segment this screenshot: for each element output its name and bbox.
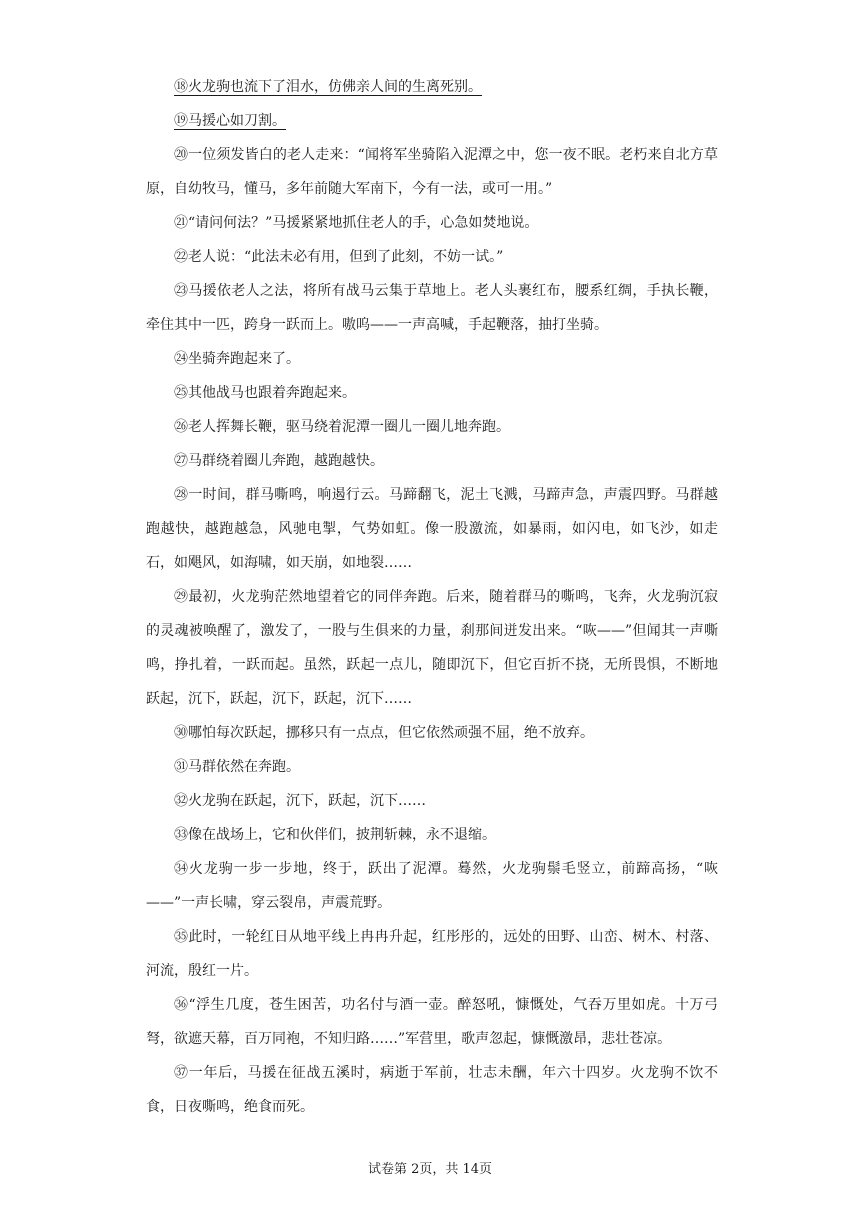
paragraph-28: ㉘一时间，群马嘶鸣，响遏行云。马蹄翻飞，泥土飞溅，马蹄声急，声震四野。马群越跑越快，越跑越急，风驰电掣，气势如虹。像一股激流，如暴雨，如闪电，如飞沙，如走石，如飓风，如海啸，如天崩，如地裂…… (146, 487, 719, 571)
paragraph-22: ㉒老人说：“此法未必有用，但到了此刻，不妨一试。” (174, 249, 504, 265)
paragraph-27: ㉗马群绕着圈儿奔跑，越跑越快。 (174, 453, 384, 469)
paragraph-29: ㉙最初，火龙驹茫然地望着它的同伴奔跑。后来，随着群马的嘶鸣，飞奔，火龙驹沉寂的灵魂被唤醒了，激发了，一股与生俱来的力量，刹那间迸发出来。“咴——”但闻其一声嘶鸣，挣扎着，一跃而起。虽然，跃起一点儿，随即沉下，但它百折不挠，无所畏惧，不断地跃起，沉下，跃起，沉下，跃起，沉下…… (146, 589, 719, 707)
paragraph-34: ㉞火龙驹一步一步地，终于，跃出了泥潭。蓦然，火龙驹鬃毛竖立，前蹄高扬，“咴——”一声长啸，穿云裂帛，声震荒野。 (146, 861, 719, 911)
paragraph-23: ㉓马援依老人之法，将所有战马云集于草地上。老人头裹红布，腰系红绸，手执长鞭，牵住其中一匹，跨身一跃而上。嗷呜——一声高喊，手起鞭落，抽打坐骑。 (146, 283, 719, 333)
paragraph-37: ㊲一年后，马援在征战五溪时，病逝于军前，壮志未酬，年六十四岁。火龙驹不饮不食，日夜嘶鸣，绝食而死。 (146, 1065, 719, 1115)
paragraph-20: ⑳一位须发皆白的老人走来：“闻将军坐骑陷入泥潭之中，您一夜不眠。老朽来自北方草原，自幼牧马，懂马，多年前随大军南下，今有一法，或可一用。” (146, 147, 719, 197)
paragraph-text: ⑲马援心如刀割。 (174, 113, 286, 129)
passage-body (146, 70, 718, 1124)
paragraph-21: ㉑“请问何法？”马援紧紧地抓住老人的手，心急如焚地说。 (174, 215, 539, 231)
paragraph-26: ㉖老人挥舞长鞭，驱马绕着泥潭一圈儿一圈儿地奔跑。 (174, 419, 510, 435)
paragraph-31: ㉛马群依然在奔跑。 (174, 759, 300, 775)
paragraph-36: ㊱“浮生几度，苍生困苦，功名付与酒一壶。醉怒吼，慷慨处，气吞万里如虎。十万弓弩，欲遮天幕，百万同袍，不知归路……”军营里，歌声忽起，慷慨激昂，悲壮苍凉。 (146, 997, 719, 1047)
paragraph-33: ㉝像在战场上，它和伙伴们，披荆斩棘，永不退缩。 (174, 827, 496, 843)
paragraph-32: ㉜火龙驹在跃起，沉下，跃起，沉下…… (174, 793, 426, 809)
paragraph-25: ㉕其他战马也跟着奔跑起来。 (174, 385, 356, 401)
page-footer: 试卷第 2页，共 14页 (367, 1162, 493, 1177)
paragraph-30: ㉚哪怕每次跃起，挪移只有一点点，但它依然顽强不屈，绝不放弃。 (174, 725, 594, 741)
paragraph-18 (146, 70, 718, 104)
paragraph-19 (146, 104, 718, 138)
paragraph-35: ㉟此时，一轮红日从地平线上冉冉升起，红彤彤的，远处的田野、山峦、树木、村落、河流，殷红一片。 (146, 929, 719, 979)
paragraph-text: ⑱火龙驹也流下了泪水，仿佛亲人间的生离死别。 (174, 79, 482, 95)
paragraph-24: ㉔坐骑奔跑起来了。 (174, 351, 300, 367)
